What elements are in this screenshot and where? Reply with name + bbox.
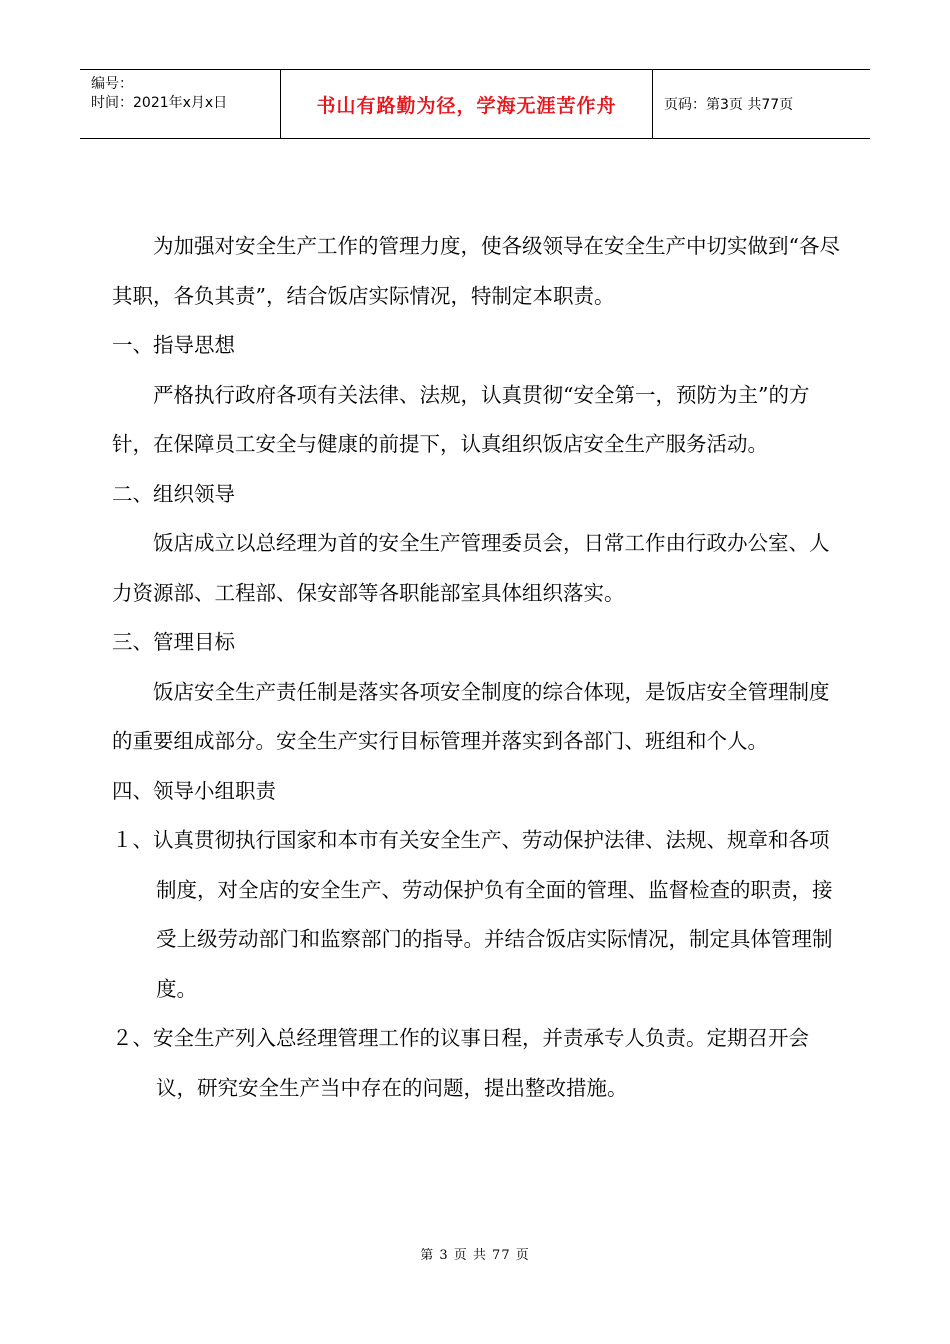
header-motto: 书山有路勤为径，学海无涯苦作舟 bbox=[281, 70, 653, 138]
duty-item-2: ２、安全生产列入总经理管理工作的议事日程，并责承专人负责。定期召开会议，研究安全生产当中存在的问题，提出整改措施。 bbox=[112, 1026, 809, 1100]
page-header bbox=[80, 69, 870, 139]
header-meta bbox=[80, 70, 281, 138]
management-goal-paragraph: 饭店安全生产责任制是落实各项安全制度的综合体现，是饭店安全管理制度的重要组成部分。安全生产实行目标管理并落实到各部门、班组和个人。 bbox=[112, 679, 830, 753]
organization-paragraph: 饭店成立以总经理为首的安全生产管理委员会，日常工作由行政办公室、人力资源部、工程部、保安部等各职能部室具体组织落实。 bbox=[112, 531, 830, 605]
duty-item-1: １、认真贯彻执行国家和本市有关安全生产、劳动保护法律、法规、规章和各项制度，对全店的安全生产、劳动保护负有全面的管理、监督检查的职责，接受上级劳动部门和监察部门的指导。并结合饭店实际情况，制定具体管理制度。 bbox=[112, 828, 833, 1001]
document-body bbox=[112, 222, 842, 1113]
section-heading-organization: 二、组织领导 bbox=[112, 481, 235, 506]
section-heading-guiding-thought: 一、指导思想 bbox=[112, 333, 235, 357]
header-page-info: 页码：第3页 共77页 bbox=[664, 97, 794, 113]
section-heading-leadership-duties: 四、领导小组职责 bbox=[112, 778, 276, 803]
intro-paragraph: 为加强对安全生产工作的管理力度，使各级领导在安全生产中切实做到“各尽其职，各负其责”，结合饭店实际情况，特制定本职责。 bbox=[112, 234, 840, 308]
guiding-thought-paragraph: 严格执行政府各项有关法律、法规，认真贯彻“安全第一，预防为主”的方针，在保障员工安全与健康的前提下，认真组织饭店安全生产服务活动。 bbox=[112, 382, 810, 456]
page-footer: 第 3 页 共 77 页 bbox=[420, 1248, 530, 1263]
section-heading-management-goal: 三、管理目标 bbox=[112, 630, 235, 654]
document-number-label: 编号： bbox=[91, 76, 133, 92]
document-date: 时间：2021年x月x日 bbox=[91, 95, 228, 111]
